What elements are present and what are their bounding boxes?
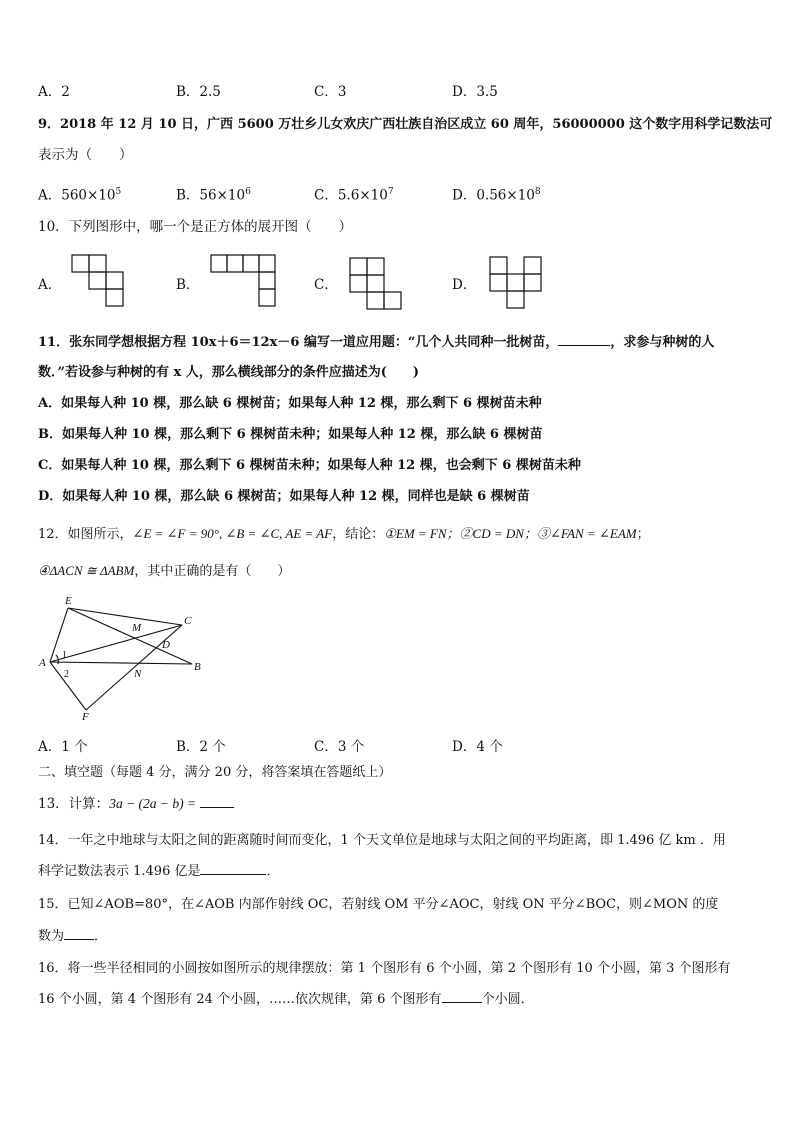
- label-m: M: [132, 622, 142, 634]
- q11-option-b: B．如果每人种 10 棵，那么剩下 6 棵树苗未种；如果每人种 12 棵，那么缺 6 棵树苗: [38, 427, 543, 442]
- q10-label-a: A．: [38, 277, 62, 293]
- q12-geometry-figure: [38, 592, 218, 722]
- q11-stem-line2: 数．”若设参与种树的有 x 人，那么横线部分的条件应描述为( ): [38, 365, 420, 380]
- q13-answer-blank: [200, 795, 234, 808]
- label-e: E: [65, 595, 72, 607]
- q13: 13．计算：3a − (2a − b) =: [38, 795, 234, 813]
- label-angle-2: 2: [64, 669, 69, 680]
- q11-option-d: D．如果每人种 10 棵，那么缺 6 棵树苗；如果每人种 12 棵，同样也是缺 6 棵树苗: [38, 489, 530, 504]
- q15-line2: 数为 ．: [38, 929, 108, 944]
- cube-net-c: [350, 258, 410, 318]
- q11-answer-blank: [558, 333, 610, 346]
- q12-option-b: B．2 个: [176, 739, 226, 755]
- label-a: A: [39, 657, 46, 669]
- label-d: D: [162, 639, 170, 651]
- cube-net-d: [490, 257, 550, 317]
- q9-option-b: B．$56\times 10^6$: [176, 187, 251, 204]
- q16-answer-blank: [442, 990, 482, 1003]
- q8-option-c: C．3: [314, 84, 347, 100]
- q12-option-d: D．4 个: [452, 739, 503, 755]
- label-n: N: [134, 668, 142, 680]
- cube-net-b: [211, 255, 281, 315]
- q12-option-a: A．1 个: [38, 739, 88, 755]
- q8-option-b: B．2.5: [176, 84, 221, 100]
- q10-stem: 10．下列图形中，哪一个是正方体的展开图（ ）: [38, 219, 353, 235]
- q9-option-d: D．$0.56\times 10^8$: [452, 187, 541, 204]
- q11-option-a: A．如果每人种 10 棵，那么缺 6 棵树苗；如果每人种 12 棵，那么剩下 6 棵树苗未种: [38, 396, 542, 411]
- q8-option-d: D．3.5: [452, 84, 498, 100]
- q16-line1: 16．将一些半径相同的小圆按如图所示的规律摆放：第 1 个图形有 6 个小圆，第 2 个图形有 10 个小圆，第 3 个图形有: [38, 961, 731, 976]
- q10-label-d: D．: [452, 277, 477, 293]
- q9-stem-line2: 表示为（ ）: [38, 147, 133, 163]
- q10-label-c: C．: [314, 277, 338, 293]
- q10-label-b: B．: [176, 277, 200, 293]
- q8-option-a: A．2: [38, 84, 70, 100]
- q12-stem-line1: 12．如图所示，∠E = ∠F = 90°, ∠B = ∠C, AE = AF，结论：①EM = FN；②CD = DN；③∠FAN = ∠EAM；: [38, 526, 650, 542]
- q16-line2: 16 个小圆，第 4 个图形有 24 个小圆，……依次规律，第 6 个图形有 个小圆．: [38, 992, 534, 1007]
- label-f: F: [82, 711, 89, 723]
- q15-line1: 15．已知∠AOB=80°，在∠AOB 内部作射线 OC，若射线 OM 平分∠AOC，射线 ON 平分∠BOC，则∠MON 的度: [38, 897, 719, 912]
- q9-option-c: C．$5.6\times 10^7$: [314, 187, 394, 204]
- q14-line2: 科学记数法表示 1.496 亿是 ．: [38, 864, 280, 879]
- label-b: B: [194, 661, 201, 673]
- q9-option-a: A．$560\times 10^5$: [38, 187, 122, 204]
- q12-option-c: C．3 个: [314, 739, 365, 755]
- label-angle-1: 1: [62, 650, 67, 661]
- q14-line1: 14．一年之中地球与太阳之间的距离随时间而变化，1 个天文单位是地球与太阳之间的平均距离，即 1.496 亿 km ．用: [38, 833, 726, 848]
- q14-answer-blank: [200, 862, 266, 875]
- cube-net-a: [72, 255, 142, 315]
- q11-stem-line1: 11．张东同学想根据方程 10x＋6＝12x－6 编写一道应用题：“几个人共同种一批树苗， ，求参与种树的人: [38, 335, 715, 350]
- section-2-heading: 二、填空题（每题 4 分，满分 20 分，将答案填在答题纸上）: [38, 765, 392, 780]
- label-c: C: [184, 615, 192, 627]
- q9-stem-line1: 9．2018 年 12 月 10 日，广西 5600 万壮乡儿女欢庆广西壮族自治区成立 60 周年，56000000 这个数字用科学记数法可: [38, 117, 773, 132]
- q15-answer-blank: [64, 927, 94, 940]
- q12-stem-line2: ④ΔACN ≅ ΔABM，其中正确的是有（ ）: [38, 563, 291, 579]
- q11-option-c: C．如果每人种 10 棵，那么剩下 6 棵树苗未种；如果每人种 12 棵，也会剩下 6 棵树苗未种: [38, 458, 581, 473]
